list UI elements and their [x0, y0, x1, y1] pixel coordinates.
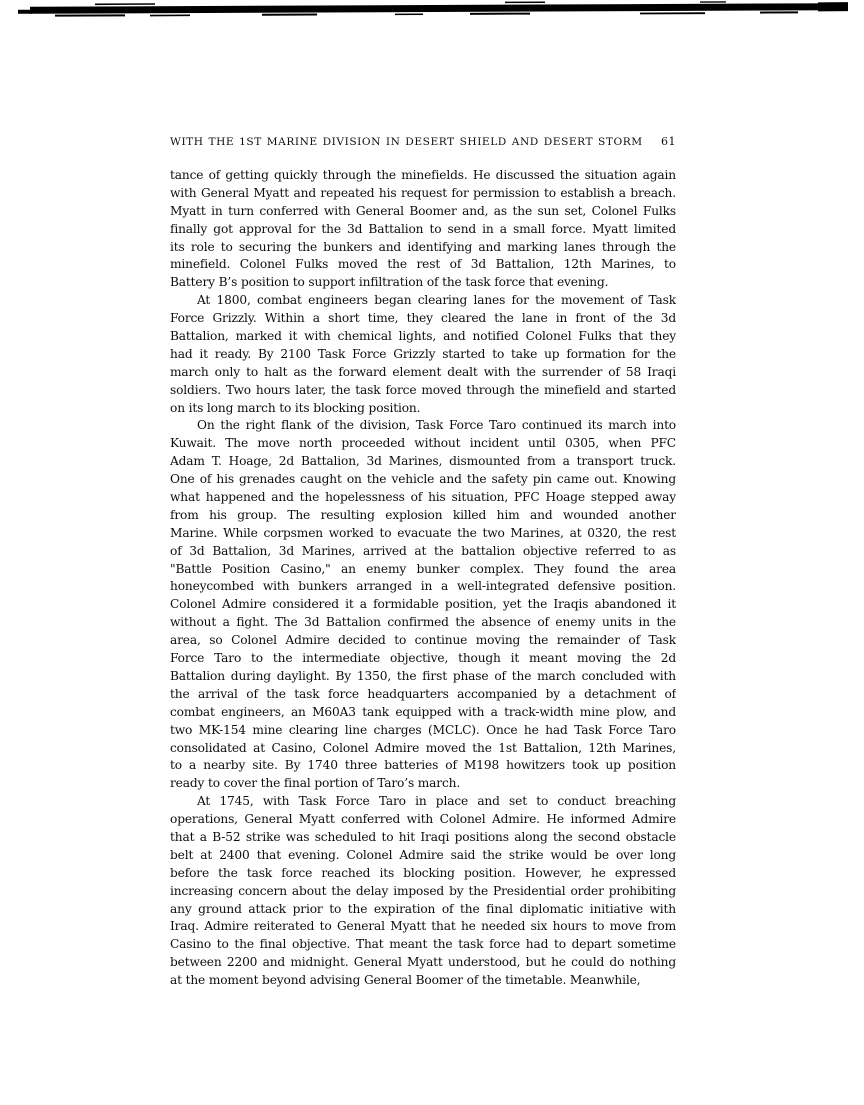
text-line: honeycombed with bunkers arranged in a well-integrated defensive position. — [170, 579, 676, 594]
text-line: Force Grizzly. Within a short time, they cleared the lane in front of the 3d — [170, 311, 676, 326]
text-line: Force Taro to the intermediate objective, though it meant moving the 2d — [170, 651, 676, 666]
text-line: combat engineers, an M60A3 tank equipped with a track-width mine plow, and — [170, 704, 676, 719]
text-line: from his group. The resulting explosion killed him and wounded another — [170, 507, 676, 522]
text-line: One of his grenades caught on the vehicle and the safety pin came out. Knowing — [170, 472, 676, 487]
text-line: belt at 2400 that evening. Colonel Admire said the strike would be over long — [170, 847, 676, 862]
text-line: Casino to the final objective. That meant the task force had to depart sometime — [170, 937, 676, 952]
text-line: had it ready. By 2100 Task Force Grizzly started to take up formation for the — [170, 346, 676, 361]
text-line: Colonel Admire considered it a formidable position, yet the Iraqis abandoned it — [170, 597, 676, 612]
page-number: 61 — [661, 135, 676, 148]
text-line: before the task force reached its blocking position. However, he expressed — [170, 865, 676, 880]
text-line: On the right flank of the division, Task Force Taro continued its march into — [197, 418, 676, 433]
text-line: soldiers. Two hours later, the task force moved through the minefield and started — [170, 382, 676, 397]
text-line: any ground attack prior to the expiration of the final diplomatic initiative with — [170, 901, 676, 916]
text-line: ready to cover the final portion of Taro’s march. — [170, 776, 461, 791]
running-header-title: WITH THE 1ST MARINE DIVISION IN DESERT SHIELD AND DESERT STORM — [170, 136, 643, 148]
text-line: that a B-52 strike was scheduled to hit Iraqi positions along the second obstacle — [170, 829, 676, 844]
text-line: its role to securing the bunkers and identifying and marking lanes through the — [170, 239, 676, 254]
text-line: Battalion during daylight. By 1350, the first phase of the march concluded with — [170, 668, 676, 683]
text-line: between 2200 and midnight. General Myatt understood, but he could do nothing — [170, 955, 676, 970]
text-line: what happened and the hopelessness of his situation, PFC Hoage stepped away — [170, 490, 676, 505]
text-line: tance of getting quickly through the minefields. He discussed the situation again — [170, 168, 676, 182]
top-bar-graphic — [0, 0, 864, 24]
text-line: with General Myatt and repeated his request for permission to establish a breach. — [170, 185, 676, 200]
text-line: Marine. While corpsmen worked to evacuate the two Marines, at 0320, the rest — [170, 525, 676, 540]
paragraph — [170, 417, 676, 793]
text-line: without a fight. The 3d Battalion confirmed the absence of enemy units in the — [170, 615, 676, 630]
paragraph — [170, 167, 676, 292]
paragraph — [170, 292, 676, 417]
page-body — [170, 167, 676, 990]
text-line: At 1800, combat engineers began clearing lanes for the movement of Task — [197, 293, 676, 308]
text-line: on its long march to its blocking position. — [170, 400, 421, 415]
text-line: Battalion, marked it with chemical lights, and notified Colonel Fulks that they — [170, 329, 676, 344]
text-line: minefield. Colonel Fulks moved the rest of 3d Battalion, 12th Marines, to — [170, 257, 676, 272]
text-line: Iraq. Admire reiterated to General Myatt that he needed six hours to move from — [170, 919, 676, 934]
running-header-row — [170, 135, 676, 148]
text-line: area, so Colonel Admire decided to continue moving the remainder of Task — [170, 633, 676, 648]
text-line: at the moment beyond advising General Boomer of the timetable. Meanwhile, — [170, 973, 641, 988]
text-line: Battery B’s position to support infiltration of the task force that evening. — [170, 275, 609, 290]
text-line: march only to halt as the forward element dealt with the surrender of 58 Iraqi — [170, 364, 676, 379]
text-line: operations, General Myatt conferred with Colonel Admire. He informed Admire — [170, 812, 676, 827]
text-line: At 1745, with Task Force Taro in place and set to conduct breaching — [197, 794, 676, 809]
text-line: Adam T. Hoage, 2d Battalion, 3d Marines, dismounted from a transport truck. — [170, 454, 676, 469]
text-line: Myatt in turn conferred with General Boomer and, as the sun set, Colonel Fulks — [170, 203, 676, 218]
text-line: the arrival of the task force headquarters accompanied by a detachment of — [170, 686, 676, 701]
text-line: finally got approval for the 3d Battalion to send in a small force. Myatt limited — [170, 221, 676, 236]
text-line: "Battle Position Casino," an enemy bunker complex. They found the area — [170, 561, 676, 576]
scan-artifact-top-bar — [0, 0, 864, 24]
text-line: Kuwait. The move north proceeded without incident until 0305, when PFC — [170, 436, 676, 451]
text-line: increasing concern about the delay imposed by the Presidential order prohibiting — [170, 883, 676, 898]
text-line: of 3d Battalion, 3d Marines, arrived at the battalion objective referred to as — [170, 543, 676, 558]
text-line: to a nearby site. By 1740 three batteries of M198 howitzers took up position — [170, 758, 676, 773]
paragraph — [170, 793, 676, 990]
text-line: consolidated at Casino, Colonel Admire moved the 1st Battalion, 12th Marines, — [170, 740, 676, 755]
text-line: two MK-154 mine clearing line charges (MCLC). Once he had Task Force Taro — [170, 722, 676, 737]
